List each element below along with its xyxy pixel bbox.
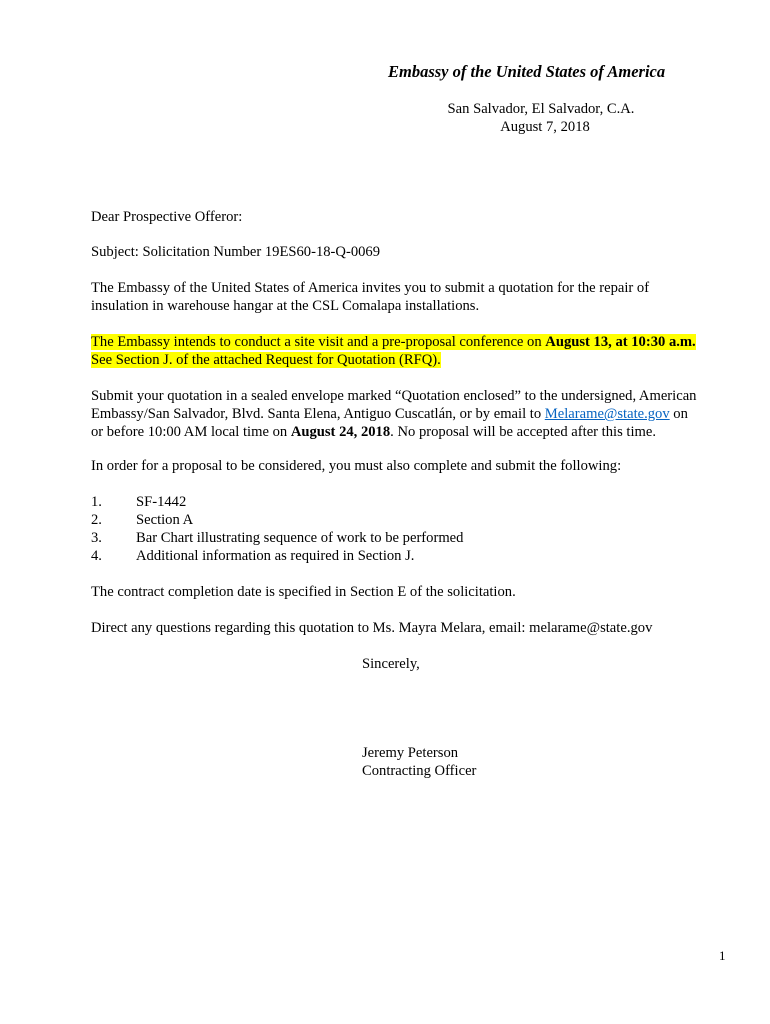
site-visit-text: The Embassy intends to conduct a site visit and a pre-proposal conference on: [91, 334, 546, 350]
intro-line-1: The Embassy of the United States of America invites you to submit a quotation for the repair of: [91, 280, 650, 296]
intro-line-2: insulation in warehouse hangar at the CSL Comalapa installations.: [91, 298, 480, 314]
email-link[interactable]: Melarame@state.gov: [544, 406, 670, 422]
submit-line-3-text: or before 10:00 AM local time on: [91, 424, 291, 440]
list-item-text: SF-1442: [136, 494, 187, 510]
list-item-number: 4.: [91, 548, 102, 564]
list-item: [91, 493, 186, 511]
deadline-date: August 24, 2018: [290, 424, 391, 440]
list-item-text: Bar Chart illustrating sequence of work to be performed: [136, 530, 464, 546]
salutation: Dear Prospective Offeror:: [91, 209, 243, 225]
submit-line-1: Submit your quotation in a sealed envelope marked “Quotation enclosed” to the undersigned, American: [91, 388, 697, 404]
list-item: [91, 511, 193, 529]
letterhead-title: Embassy of the United States of America: [388, 62, 666, 81]
site-visit-paragraph: [91, 333, 731, 369]
submit-line-2: [91, 405, 731, 423]
list-item: [91, 547, 414, 565]
list-item-number: 3.: [91, 530, 102, 546]
closing: Sincerely,: [362, 656, 420, 672]
site-visit-line-2: See Section J. of the attached Request for Quotation (RFQ).: [91, 352, 441, 368]
list-item: [91, 529, 463, 547]
letter-date: August 7, 2018: [500, 119, 590, 135]
requirements-intro: In order for a proposal to be considered, you must also complete and submit the following:: [91, 458, 622, 474]
submit-line-3-tail: . No proposal will be accepted after this time.: [390, 424, 657, 440]
submit-line-2-tail: on: [669, 406, 688, 422]
list-item-text: Additional information as required in Section J.: [136, 548, 415, 564]
list-item-number: 1.: [91, 494, 102, 510]
letterhead-location: San Salvador, El Salvador, C.A.: [447, 101, 635, 117]
signer-name: Jeremy Peterson: [362, 745, 459, 761]
list-item-number: 2.: [91, 512, 102, 528]
site-visit-line-1: [91, 334, 696, 350]
subject-line: Subject: Solicitation Number 19ES60-18-Q-0069: [91, 244, 381, 260]
completion-paragraph: The contract completion date is specified in Section E of the solicitation.: [91, 584, 516, 600]
list-item-text: Section A: [136, 512, 194, 528]
submission-paragraph: [91, 387, 731, 441]
questions-paragraph: Direct any questions regarding this quotation to Ms. Mayra Melara, email: melarame@state.gov: [91, 620, 653, 636]
submit-line-2-text: Embassy/San Salvador, Blvd. Santa Elena, Antiguo Cuscatlán, or by email to: [91, 406, 545, 422]
site-visit-date: August 13, at 10:30 a.m.: [545, 334, 696, 350]
submit-line-3: [91, 423, 731, 441]
signer-title: Contracting Officer: [362, 763, 477, 779]
intro-paragraph: [91, 279, 731, 315]
page-number: 1: [719, 948, 726, 963]
